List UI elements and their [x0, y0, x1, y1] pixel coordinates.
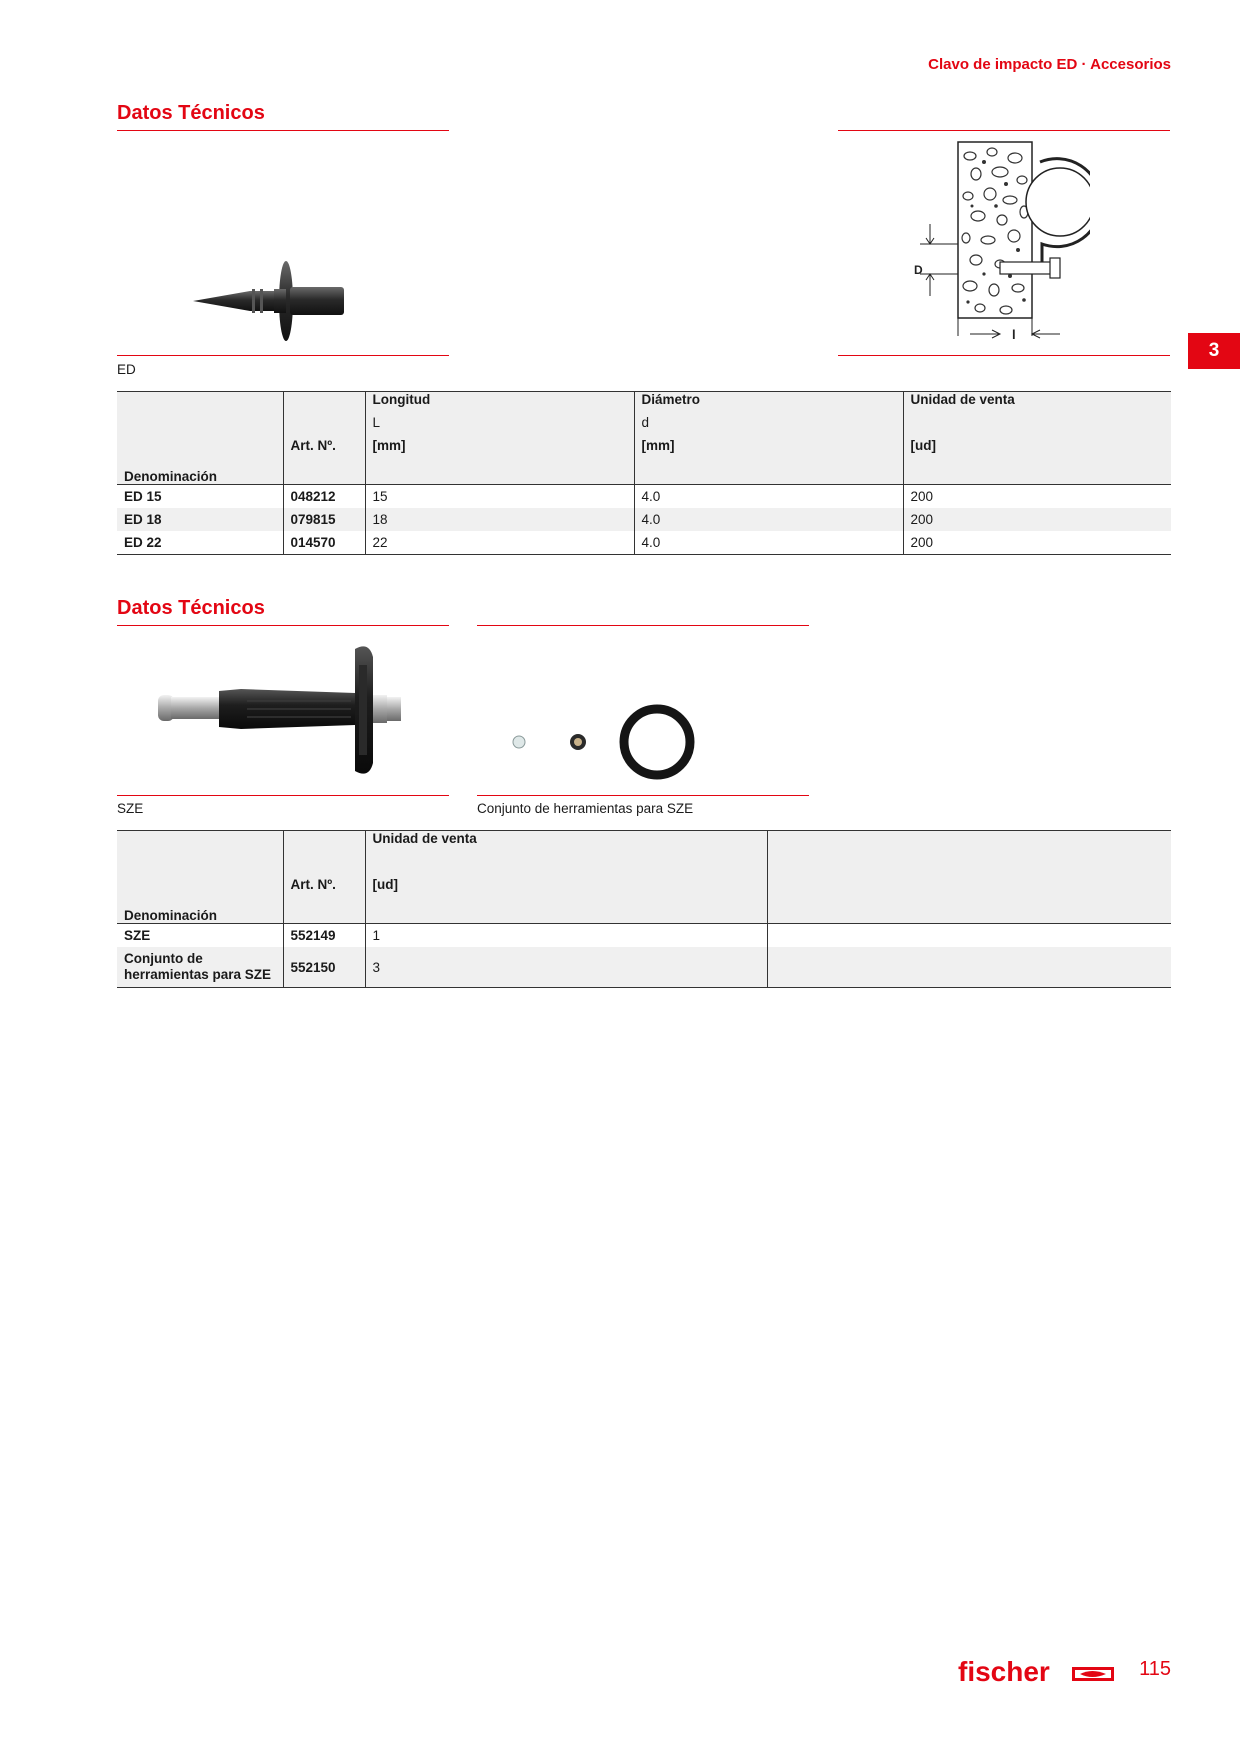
- col-unit-longitud: [mm]: [365, 438, 634, 461]
- diagram-label-d: D: [914, 263, 923, 277]
- installation-diagram: [900, 140, 1090, 355]
- table-row: ED 15 048212 15 4.0 200: [117, 485, 1171, 509]
- fischer-logo: [958, 1655, 1118, 1694]
- col-header-denominacion: Denominación: [117, 461, 283, 485]
- chapter-tab[interactable]: 3: [1188, 333, 1240, 369]
- col-header-longitud: Longitud: [365, 392, 634, 416]
- col-header-diametro: Diámetro: [634, 392, 903, 416]
- ed-spec-table: [117, 391, 1171, 555]
- ed-nail-image: [190, 255, 370, 350]
- table-row: SZE 552149 1: [117, 924, 1171, 948]
- col-unit-unidad: [ud]: [903, 438, 1171, 461]
- col-header-art: Art. Nº.: [283, 438, 365, 461]
- sze-tool-image: [155, 635, 415, 790]
- col-header-unidad: Unidad de venta: [903, 392, 1171, 416]
- image-caption: SZE: [117, 801, 144, 816]
- brand-name: fischer: [958, 1656, 1050, 1687]
- col-header-art: Art. Nº.: [283, 877, 365, 900]
- divider: [117, 130, 449, 131]
- col-symbol-l: L: [365, 415, 634, 438]
- image-caption: Conjunto de herramientas para SZE: [477, 801, 694, 816]
- section-title: Datos Técnicos: [117, 597, 265, 619]
- table-row: ED 18 079815 18 4.0 200: [117, 508, 1171, 531]
- page-number: 115: [1139, 1658, 1171, 1680]
- divider: [117, 795, 449, 796]
- col-unit-unidad: [ud]: [365, 877, 767, 900]
- divider: [477, 795, 809, 796]
- col-symbol-d: d: [634, 415, 903, 438]
- tool-kit-image: [505, 700, 705, 785]
- divider: [838, 355, 1170, 356]
- image-caption: ED: [117, 362, 136, 377]
- col-header-unidad: Unidad de venta: [365, 831, 767, 855]
- col-header-denominacion: Denominación: [117, 900, 283, 924]
- table-row: ED 22 014570 22 4.0 200: [117, 531, 1171, 555]
- col-unit-diametro: [mm]: [634, 438, 903, 461]
- section-title: Datos Técnicos: [117, 102, 265, 124]
- diagram-label-l: l: [1012, 327, 1016, 342]
- table-row: Conjunto de herramientas para SZE 552150 3: [117, 947, 1171, 988]
- divider: [117, 355, 449, 356]
- divider: [838, 130, 1170, 131]
- divider: [477, 625, 809, 626]
- divider: [117, 625, 449, 626]
- sze-spec-table: [117, 830, 1171, 988]
- breadcrumb: Clavo de impacto ED · Accesorios: [928, 56, 1171, 73]
